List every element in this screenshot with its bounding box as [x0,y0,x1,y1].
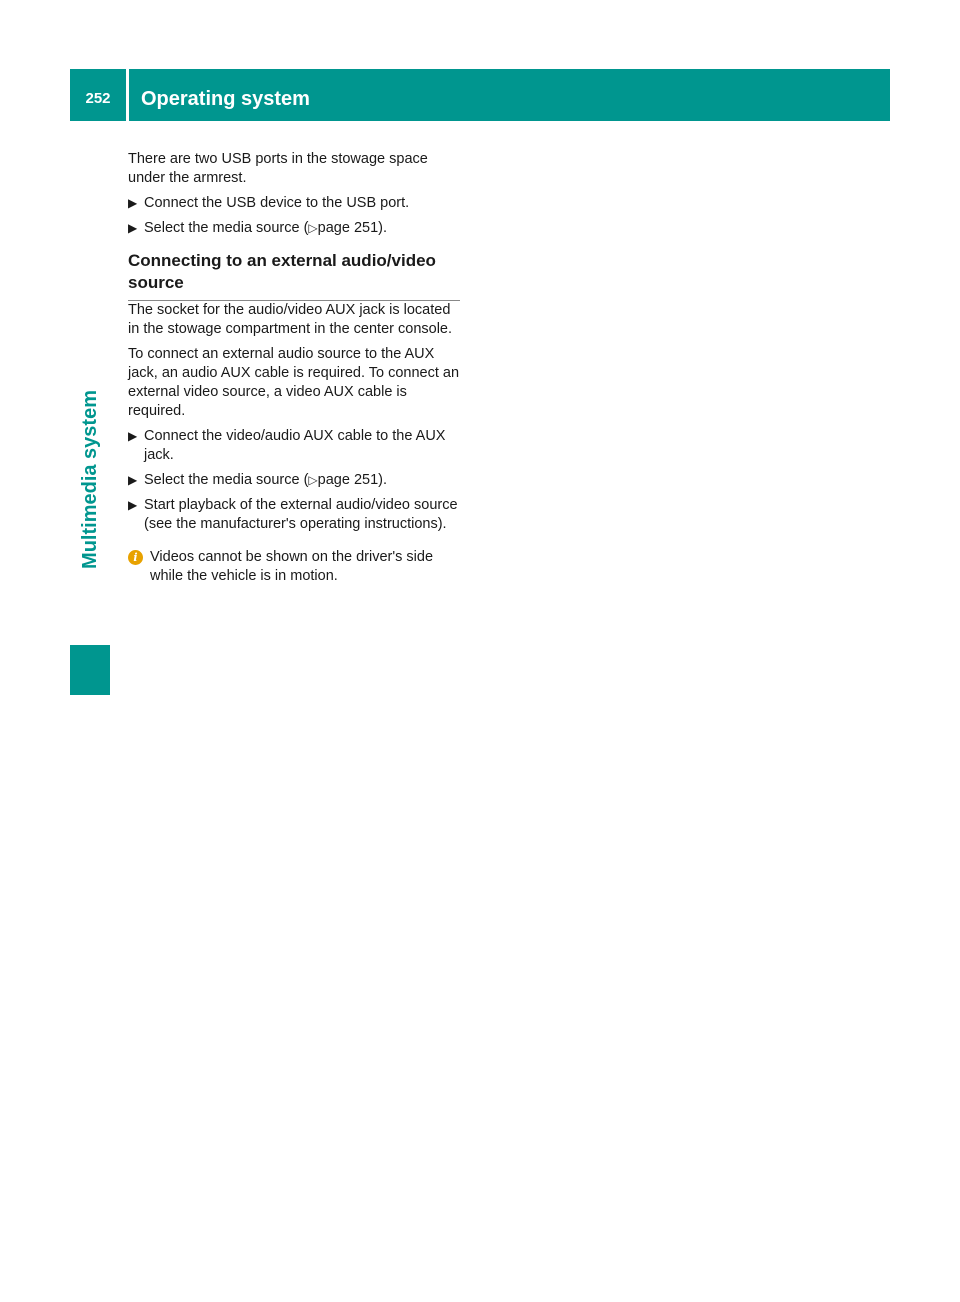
step-text: Connect the USB device to the USB port. [144,195,410,211]
step-text: Select the media source (▷page 251). [144,472,387,488]
step-text: Select the media source (▷page 251). [144,220,387,236]
section-header-title: Operating system [141,88,310,110]
step-item [128,471,460,490]
info-note [128,548,460,586]
action-arrow-icon [128,219,144,238]
page-reference-icon: ▷ [308,473,318,487]
side-tab [70,390,110,650]
page-reference-icon: ▷ [308,221,318,235]
page-reference-link[interactable]: page 251 [317,472,379,488]
page-number: 252 [85,90,111,107]
section-heading: Connecting to an external audio/video source [128,250,460,301]
note-text: Videos cannot be shown on the driver's side while the vehicle is in motion. [150,549,434,584]
action-arrow-icon [128,194,144,213]
step-item [128,427,460,465]
step-item [128,496,460,534]
page-content [128,150,460,586]
info-icon: i [128,550,143,565]
action-arrow-icon [128,496,144,534]
header-divider [126,69,129,121]
side-tab-label: Multimedia system [78,390,101,569]
step-item [128,194,460,213]
step-item [128,219,460,238]
body-paragraph: The socket for the audio/video AUX jack is located in the stowage compartment in the center console. [128,302,453,337]
page-reference-link[interactable]: page 251 [317,220,379,236]
body-paragraph: To connect an external audio source to the AUX jack, an audio AUX cable is required. To connect an external video source, a video AUX cable is required. [128,346,460,419]
step-text: Connect the video/audio AUX cable to the AUX jack. [144,428,446,463]
action-arrow-icon [128,471,144,490]
intro-paragraph: There are two USB ports in the stowage space under the armrest. [128,151,428,186]
step-text: Start playback of the external audio/video source (see the manufacturer's operating instructions). [144,497,458,532]
action-arrow-icon [128,427,144,465]
side-tab-marker [70,645,110,695]
